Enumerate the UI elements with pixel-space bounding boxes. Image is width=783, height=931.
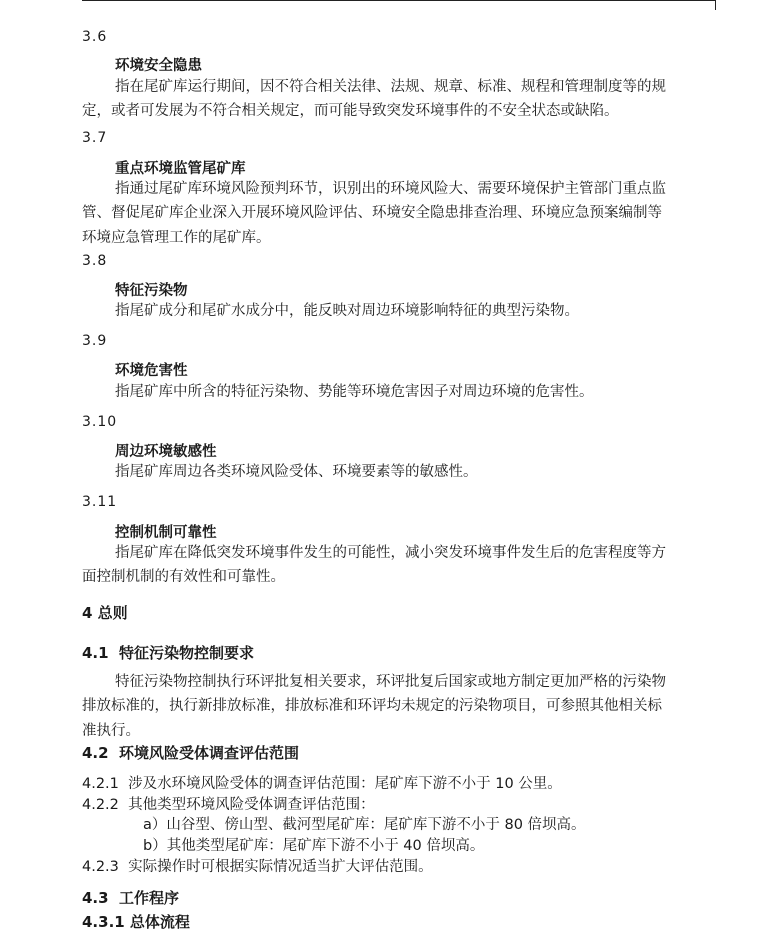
term-definition-cont: 定，或者可发展为不符合相关规定，而可能导致突发环境事件的不安全状态或缺陷。 — [82, 103, 619, 119]
section-heading-4-3: 4.3 工作程序 — [82, 889, 180, 907]
section-paragraph-cont: 排放标准的，执行新排放标准，排放标准和环评均未规定的污染物项目，可参照其他相关标 准执行。 — [82, 698, 662, 739]
term-definition: 指尾矿成分和尾矿水成分中，能反映对周边环境影响特征的典型污染物。 — [115, 303, 579, 319]
term-definition: 指通过尾矿库环境风险预判环节，识别出的环境风险大、需要环境保护主管部门重点监 — [115, 181, 666, 197]
term-number: 3.9 — [82, 333, 108, 349]
term-title: 重点环境监管尾矿库 — [115, 161, 246, 177]
term-definition: 指尾矿库中所含的特征污染物、势能等环境危害因子对周边环境的危害性。 — [115, 384, 594, 400]
term-number: 3.6 — [82, 29, 108, 45]
list-item-a: a）山谷型、傍山型、截河型尾矿库：尾矿库下游不小于 80 倍坝高。 — [143, 817, 586, 833]
list-item-b: b）其他类型尾矿库：尾矿库下游不小于 40 倍坝高。 — [143, 838, 485, 854]
clause-4-2-3: 4.2.3 实际操作时可根据实际情况适当扩大评估范围。 — [82, 859, 433, 875]
term-title: 环境危害性 — [115, 363, 188, 379]
term-definition-cont: 管、督促尾矿库企业深入开展环境风险评估、环境安全隐患排查治理、环境应急预案编制等 环境应急管理工作的尾矿库。 — [82, 205, 662, 246]
term-definition: 指尾矿库在降低突发环境事件发生的可能性，减小突发环境事件发生后的危害程度等方 — [115, 545, 666, 561]
section-heading-4-2: 4.2 环境风险受体调查评估范围 — [82, 744, 300, 762]
term-number: 3.11 — [82, 494, 118, 510]
term-title: 控制机制可靠性 — [115, 525, 217, 541]
section-heading-4-1: 4.1 特征污染物控制要求 — [82, 644, 255, 662]
term-title: 环境安全隐患 — [115, 58, 202, 74]
section-heading-4-3-1: 4.3.1 总体流程 — [82, 913, 190, 931]
term-definition: 指尾矿库周边各类环境风险受体、环境要素等的敏感性。 — [115, 464, 478, 480]
chapter-heading: 4 总则 — [82, 604, 128, 622]
term-number: 3.7 — [82, 130, 108, 146]
term-title: 特征污染物 — [115, 283, 188, 299]
clause-4-2-1: 4.2.1 涉及水环境风险受体的调查评估范围：尾矿库下游不小于 10 公里。 — [82, 776, 562, 792]
clause-4-2-2: 4.2.2 其他类型环境风险受体调查评估范围： — [82, 797, 375, 813]
term-definition-cont: 面控制机制的有效性和可靠性。 — [82, 569, 285, 585]
term-title: 周边环境敏感性 — [115, 444, 217, 460]
term-number: 3.10 — [82, 414, 118, 430]
term-definition: 指在尾矿库运行期间，因不符合相关法律、法规、规章、标准、规程和管理制度等的规 — [115, 79, 666, 95]
section-paragraph: 特征污染物控制执行环评批复相关要求，环评批复后国家或地方制定更加严格的污染物 — [115, 674, 666, 690]
term-number: 3.8 — [82, 253, 108, 269]
